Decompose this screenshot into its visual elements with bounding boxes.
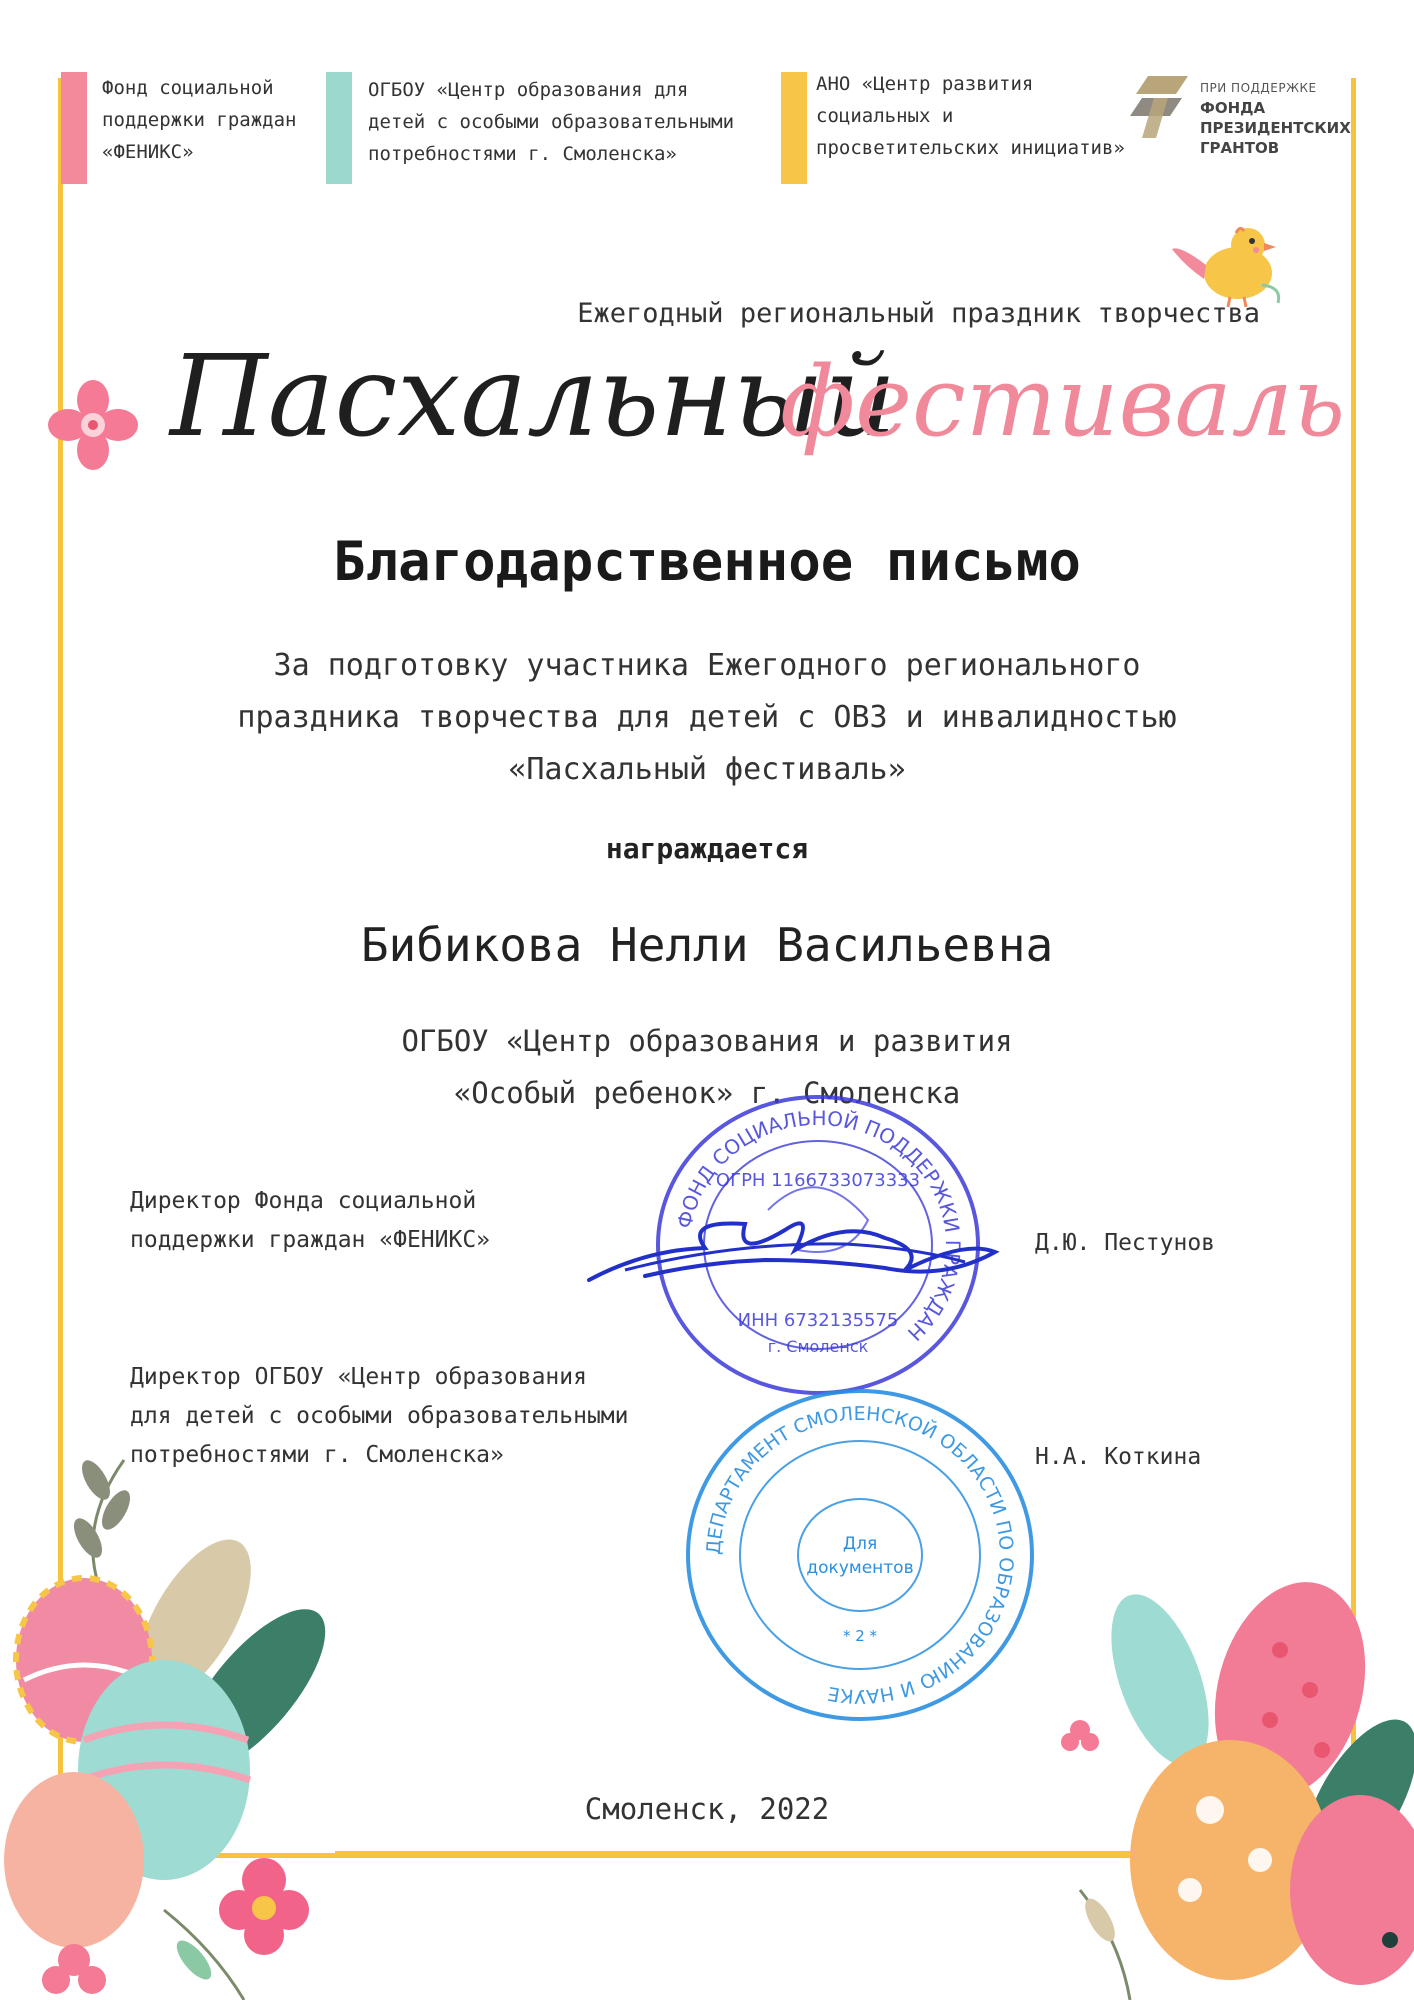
- signatory-1-title: [130, 1182, 490, 1260]
- stamp1-ring-text: ФОНД СОЦИАЛЬНОЙ ПОДДЕРЖКИ ГРАЖДАН: [672, 1105, 966, 1346]
- ogbou-stamp: [680, 1385, 1040, 1725]
- stamp2-center-line1: Для: [842, 1534, 878, 1554]
- org-ogbou-line: потребностями г. Смоленска»: [368, 143, 677, 165]
- svg-text:ДЕПАРТАМЕНТ СМОЛЕНСКОЙ ОБЛАСТИ: [703, 1403, 1017, 1707]
- document-heading: Благодарственное письмо: [333, 530, 1081, 593]
- org-ogbou-line: ОГБОУ «Центр образования для: [368, 79, 689, 101]
- festival-title-word2: фестиваль: [780, 346, 1346, 458]
- presidential-grants-logo: [1130, 72, 1351, 157]
- grant-small-text: ПРИ ПОДДЕРЖКЕ: [1200, 81, 1317, 95]
- flower-icon: [48, 380, 138, 470]
- reason-line: За подготовку участника Ежегодного регионального: [273, 648, 1141, 683]
- page-border-bottom: [335, 1851, 1175, 1856]
- signatory-title-line: поддержки граждан «ФЕНИКС»: [130, 1227, 491, 1253]
- grant-line: ФОНДА: [1200, 99, 1266, 117]
- signatory-title-line: Директор Фонда социальной: [130, 1188, 477, 1214]
- org-feniks-line: Фонд социальной: [102, 77, 274, 99]
- grant-emblem-icon: [1130, 72, 1192, 142]
- institution-line: «Особый ребенок» г. Смоленска: [453, 1076, 961, 1110]
- event-subtitle: Ежегодный региональный праздник творчества: [577, 298, 1260, 329]
- accent-bar-yellow: [781, 72, 807, 184]
- signatory-title-line: Директор ОГБОУ «Центр образования: [130, 1364, 587, 1390]
- signatory-2-name: Н.А. Коткина: [1035, 1444, 1202, 1470]
- org-feniks: [102, 72, 296, 168]
- stamp2-number: * 2 *: [842, 1627, 878, 1645]
- org-ano-line: социальных и: [816, 105, 954, 127]
- awarded-label: награждается: [605, 832, 809, 865]
- signatory-title-line: потребностями г. Смоленска»: [130, 1442, 504, 1468]
- org-ogbou-line: детей с особыми образовательными: [368, 111, 735, 133]
- org-ano-line: АНО «Центр развития: [816, 73, 1034, 95]
- stamp1-inn: ИНН 6732135575: [737, 1310, 899, 1331]
- org-ogbou: [368, 74, 734, 170]
- org-ano: [816, 68, 1125, 164]
- signatory-1-name: Д.Ю. Пестунов: [1035, 1230, 1216, 1256]
- festival-title-word1: Пасхальный: [170, 332, 897, 462]
- org-ano-line: просветительских инициатив»: [816, 137, 1125, 159]
- signatory-title-line: для детей с особыми образовательными: [130, 1403, 629, 1429]
- reason-line: праздника творчества для детей с ОВЗ и инвалидностью: [237, 700, 1177, 735]
- signature-1: [585, 1190, 1005, 1310]
- stamp2-center-line2: документов: [806, 1558, 914, 1578]
- reason-text: [130, 640, 1284, 796]
- accent-bar-pink: [61, 72, 87, 184]
- org-feniks-line: поддержки граждан: [102, 109, 297, 131]
- recipient-name: Бибикова Нелли Васильевна: [360, 918, 1054, 972]
- stamp2-ring-text: ДЕПАРТАМЕНТ СМОЛЕНСКОЙ ОБЛАСТИ ПО ОБРАЗОВАНИЮ И НАУКЕ: [702, 1402, 1018, 1708]
- accent-bar-teal: [326, 72, 352, 184]
- reason-line: «Пасхальный фестиваль»: [508, 752, 906, 787]
- stamp1-city: г. Смоленск: [767, 1337, 869, 1356]
- stamp1-ogrn: ОГРН 1166733073333: [715, 1170, 921, 1191]
- easter-decoration-left: [14, 1440, 334, 2000]
- grant-line: ГРАНТОВ: [1200, 139, 1280, 157]
- grant-line: ПРЕЗИДЕНТСКИХ: [1200, 119, 1351, 137]
- org-feniks-line: «ФЕНИКС»: [102, 141, 194, 163]
- easter-decoration-right: [1060, 1560, 1414, 2000]
- festival-title: [170, 315, 1346, 485]
- footer-city-year: Смоленск, 2022: [584, 1792, 830, 1826]
- institution-line: ОГБОУ «Центр образования и развития: [401, 1024, 1013, 1058]
